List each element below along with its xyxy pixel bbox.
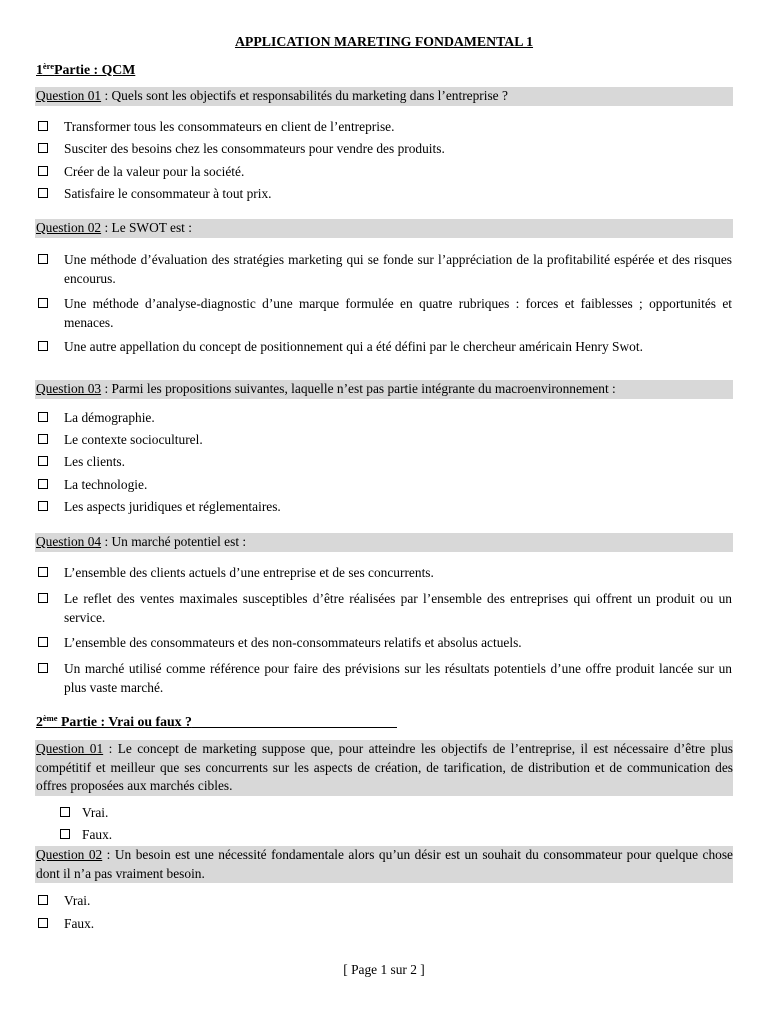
- checkbox[interactable]: [38, 412, 48, 422]
- checkbox[interactable]: [38, 593, 48, 603]
- checkbox[interactable]: [38, 166, 48, 176]
- p1-q3-option-5[interactable]: Les aspects juridiques et réglementaires.: [38, 498, 732, 517]
- part1-heading: 1èrePartie : QCM: [36, 61, 136, 77]
- checkbox[interactable]: [38, 143, 48, 153]
- p1-q4-option-3[interactable]: L’ensemble des consommateurs et des non-consommateurs relatifs et absolus actuels.: [38, 634, 732, 653]
- p2-q2-option-faux[interactable]: Faux.: [38, 915, 732, 934]
- checkbox[interactable]: [38, 188, 48, 198]
- heading-underline: [192, 713, 397, 728]
- p2-question-01: Question 01 : Le concept de marketing suppose que, pour atteindre les objectifs de l’entreprise, il est nécessaire d’être plus compétitif et meilleur que ses concurrents sur les aspects de création, de tarification, de distribution et de communication des offres proposées aux marchés cibles.: [35, 740, 733, 796]
- checkbox[interactable]: [38, 637, 48, 647]
- p1-q4-option-4[interactable]: Un marché utilisé comme référence pour faire des prévisions sur les résultats potentiels d’une offre produit lancée sur un plus vaste marché.: [38, 660, 732, 697]
- p1-question-02: Question 02 : Le SWOT est :: [35, 219, 733, 238]
- p1-q3-option-3[interactable]: Les clients.: [38, 453, 732, 472]
- checkbox[interactable]: [60, 807, 70, 817]
- p1-q2-option-1[interactable]: Une méthode d’évaluation des stratégies marketing qui se fonde sur l’appréciation de la profitabilité espérée et des risques encourus.: [38, 251, 732, 288]
- checkbox[interactable]: [38, 121, 48, 131]
- checkbox[interactable]: [38, 501, 48, 511]
- checkbox[interactable]: [38, 456, 48, 466]
- p2-q1-option-vrai[interactable]: Vrai.: [60, 804, 732, 823]
- checkbox[interactable]: [38, 895, 48, 905]
- p1-question-04: Question 04 : Un marché potentiel est :: [35, 533, 733, 552]
- p1-question-03: Question 03 : Parmi les propositions suivantes, laquelle n’est pas partie intégrante du macroenvironnement :: [35, 380, 733, 399]
- p1-q2-option-3[interactable]: Une autre appellation du concept de positionnement qui a été défini par le chercheur américain Henry Swot.: [38, 338, 732, 357]
- p1-q1-option-2[interactable]: Susciter des besoins chez les consommateurs pour vendre des produits.: [38, 140, 732, 159]
- page-footer: [ Page 1 sur 2 ]: [343, 962, 425, 977]
- document-title: APPLICATION MARETING FONDAMENTAL 1: [234, 34, 534, 49]
- checkbox[interactable]: [60, 829, 70, 839]
- p1-q3-option-4[interactable]: La technologie.: [38, 476, 732, 495]
- p1-q1-option-1[interactable]: Transformer tous les consommateurs en client de l’entreprise.: [38, 118, 732, 137]
- checkbox[interactable]: [38, 341, 48, 351]
- checkbox[interactable]: [38, 567, 48, 577]
- p1-q4-option-2[interactable]: Le reflet des ventes maximales susceptibles d’être réalisées par l’ensemble des entreprises qui offrent un produit ou un service.: [38, 590, 732, 627]
- p1-q3-option-2[interactable]: Le contexte socioculturel.: [38, 431, 732, 450]
- checkbox[interactable]: [38, 254, 48, 264]
- p1-q1-option-4[interactable]: Satisfaire le consommateur à tout prix.: [38, 185, 732, 204]
- checkbox[interactable]: [38, 663, 48, 673]
- part2-heading: 2ème Partie : Vrai ou faux ?: [36, 713, 397, 732]
- checkbox[interactable]: [38, 298, 48, 308]
- checkbox[interactable]: [38, 434, 48, 444]
- p1-question-01: Question 01 : Quels sont les objectifs et responsabilités du marketing dans l’entreprise ?: [35, 87, 733, 106]
- checkbox[interactable]: [38, 479, 48, 489]
- p1-q2-option-2[interactable]: Une méthode d’analyse-diagnostic d’une marque formulée en quatre rubriques : forces et faiblesses ; opportunités et menaces.: [38, 295, 732, 332]
- p1-q3-option-1[interactable]: La démographie.: [38, 409, 732, 428]
- p1-q1-option-3[interactable]: Créer de la valeur pour la société.: [38, 163, 732, 182]
- p2-question-02: Question 02 : Un besoin est une nécessité fondamentale alors qu’un désir est un souhait du consommateur pour quelque chose dont il n’a pas vraiment besoin.: [35, 846, 733, 883]
- checkbox[interactable]: [38, 918, 48, 928]
- p1-q4-option-1[interactable]: L’ensemble des clients actuels d’une entreprise et de ses concurrents.: [38, 564, 732, 583]
- p2-q2-option-vrai[interactable]: Vrai.: [38, 892, 732, 911]
- p2-q1-option-faux[interactable]: Faux.: [60, 826, 732, 845]
